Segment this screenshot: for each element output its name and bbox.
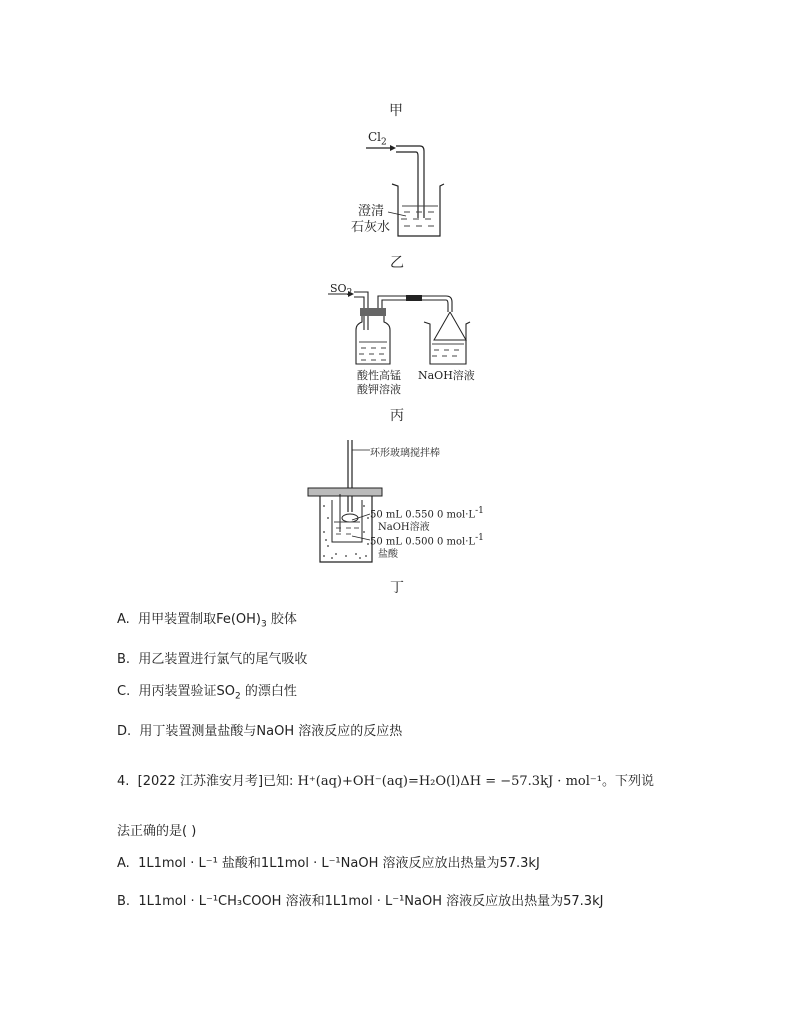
gas-label-jia: $Cl_2$ <box>368 130 387 148</box>
figure-label-ding: 丁 <box>390 580 404 596</box>
solution-label-jia-2: 石灰水 <box>351 220 391 235</box>
option-c: C. 用丙装置验证$SO_2$ 的漂白性 <box>117 684 297 702</box>
q4-option-a: A. 1L1mol · L⁻¹ 盐酸和1L1mol · L⁻¹NaOH 溶液反应放出热量为57.3kJ <box>117 856 540 871</box>
bottle-label-yi-2: 酸钾溶液 <box>357 383 401 396</box>
solution-label-jia-1: 澄清 <box>358 204 385 219</box>
question-4-stem: 4. [2022 江苏淮安月考]已知: H⁺(aq)+OH⁻(aq)=H₂O(l)ΔH = −57.3kJ · mol⁻¹。下列说 <box>117 774 654 789</box>
naoh-solution-label: NaOH溶液 <box>378 522 430 533</box>
question-4-stem-line2: 法正确的是( ) <box>117 824 197 839</box>
figure-label-bing: 丙 <box>390 408 404 424</box>
bottle-label-yi-1: 酸性高锰 <box>357 369 401 382</box>
q4-option-b: B. 1L1mol · L⁻¹CH₃COOH 溶液和1L1mol · L⁻¹NaOH 溶液反应放出热量为57.3kJ <box>117 894 604 909</box>
figure-label-jia: 甲 <box>389 103 403 119</box>
option-b: B. 用乙装置进行氯气的尾气吸收 <box>117 652 308 667</box>
hcl-solution-label: 盐酸 <box>378 549 398 560</box>
stirrer-label: 环形玻璃搅拌棒 <box>370 448 440 459</box>
hcl-concentration-label: 50 mL 0.500 0 $mol\cdot L^{-1}$ <box>370 533 484 548</box>
naoh-concentration-label: 50 mL 0.550 0 $mol\cdot L^{-1}$ <box>370 506 484 521</box>
gas-label-yi: $SO_2$ <box>330 282 353 299</box>
option-d: D. 用丁装置测量盐酸与NaOH 溶液反应的反应热 <box>117 724 403 739</box>
figure-label-yi: 乙 <box>390 255 404 271</box>
beaker-label-yi: NaOH溶液 <box>418 369 475 382</box>
option-a: A. 用甲装置制取$Fe(OH)_3$ 胶体 <box>117 612 297 630</box>
